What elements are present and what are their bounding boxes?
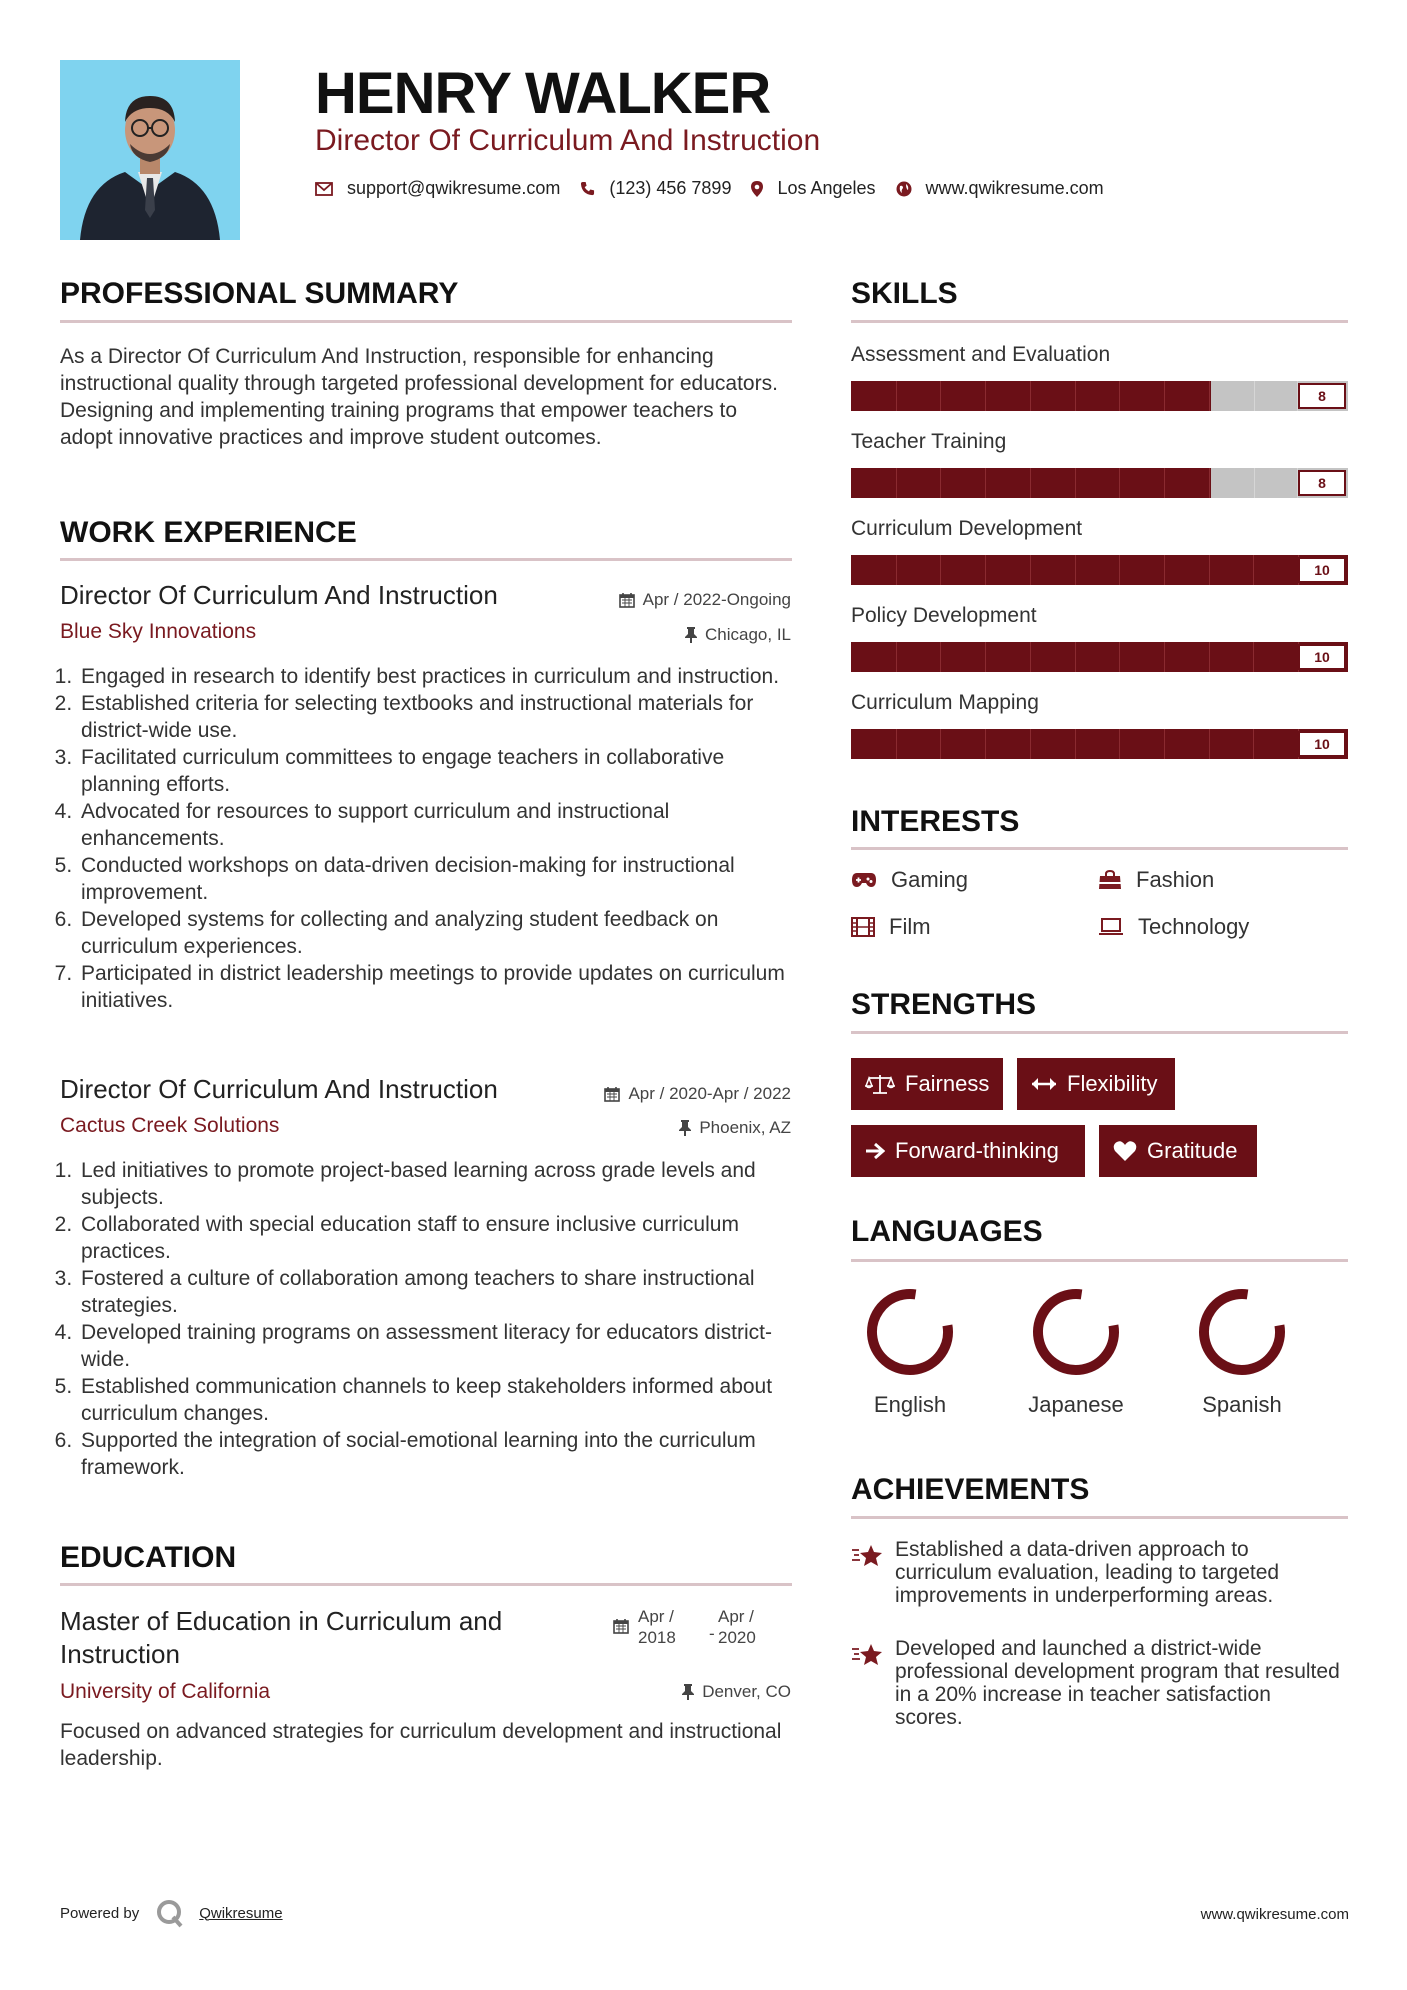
education-end-date <box>718 1606 756 1648</box>
list-item: 3. Facilitated curriculum committees to engage teachers in collaborative planning efforts. <box>78 744 805 798</box>
skill-bar <box>851 468 1348 498</box>
education-start-year: 2018 <box>638 1628 676 1647</box>
website-text: www.qwikresume.com <box>925 178 1104 198</box>
education-start-date <box>638 1606 676 1648</box>
star-award-icon <box>851 1538 895 1607</box>
interest-item-gaming <box>851 867 968 893</box>
skill-bar-segment <box>985 381 986 411</box>
skill-bar-segment <box>985 642 986 672</box>
skill-bar-segment <box>985 729 986 759</box>
skill-bar-segment <box>1164 555 1165 585</box>
pushpin-icon <box>682 1684 694 1700</box>
skill-bar-segment <box>1119 468 1120 498</box>
skill-bar <box>851 555 1348 585</box>
education-end-month: Apr / <box>718 1607 754 1626</box>
skill-name: Curriculum Development <box>851 517 1083 540</box>
skill-bar-fill <box>851 729 1348 759</box>
skill-bar-segment <box>1075 468 1076 498</box>
profile-photo <box>60 60 240 240</box>
film-icon <box>851 917 875 937</box>
skill-bar-segment <box>1209 555 1210 585</box>
job-date <box>604 1084 791 1104</box>
list-item: 1. Led initiatives to promote project-based learning across grade levels and subjects. <box>78 1157 805 1211</box>
list-item: 6. Developed systems for collecting and analyzing student feedback on curriculum experiences. <box>78 906 805 960</box>
skill-bar-fill <box>851 555 1348 585</box>
strength-tag-flexibility <box>1017 1058 1175 1110</box>
skill-bar-segment <box>940 468 941 498</box>
skills-heading: SKILLS <box>851 277 958 310</box>
strength-label: Fairness <box>905 1071 990 1096</box>
skill-bar-fill <box>851 468 1211 498</box>
candidate-title: Director Of Curriculum And Instruction <box>315 124 821 157</box>
pushpin-icon <box>685 627 697 643</box>
contact-location <box>751 178 875 199</box>
skill-level-badge: 8 <box>1298 383 1346 409</box>
calendar-icon <box>604 1086 620 1102</box>
interest-item-film <box>851 914 931 940</box>
list-item: 5. Established communication channels to keep stakeholders informed about curriculum changes. <box>78 1373 805 1427</box>
laptop-icon <box>1098 918 1124 936</box>
job-date-text: Apr / 2020-Apr / 2022 <box>628 1084 791 1103</box>
contact-bar <box>315 178 1124 199</box>
job-location <box>685 625 791 645</box>
skill-bar-segment <box>1030 381 1031 411</box>
interests-heading: INTERESTS <box>851 805 1020 838</box>
education-start-month: Apr / <box>638 1607 674 1626</box>
strength-label: Forward-thinking <box>895 1138 1059 1163</box>
experience-divider <box>60 558 792 561</box>
person-portrait-icon <box>60 60 240 240</box>
skill-bar-segment <box>1075 381 1076 411</box>
skill-bar-segment <box>940 555 941 585</box>
language-ring-arc <box>1198 1288 1286 1376</box>
arrow-right-icon <box>865 1142 885 1160</box>
achievements-divider <box>851 1516 1348 1519</box>
skill-bar-segment <box>896 642 897 672</box>
language-item <box>1001 1286 1151 1418</box>
job-bullets <box>60 663 805 1014</box>
skill-bar-segment <box>896 729 897 759</box>
interest-label: Film <box>889 914 931 939</box>
languages-divider <box>851 1259 1348 1262</box>
contact-website[interactable] <box>896 178 1104 199</box>
achievements-heading: ACHIEVEMENTS <box>851 1473 1090 1506</box>
skill-name: Policy Development <box>851 604 1037 627</box>
skill-bar-segment <box>1253 555 1254 585</box>
list-item: 4. Advocated for resources to support curriculum and instructional enhancements. <box>78 798 805 852</box>
language-name: Japanese <box>1028 1392 1124 1417</box>
language-ring-arc <box>1032 1288 1120 1376</box>
summary-divider <box>60 320 792 323</box>
skill-bar-segment <box>985 468 986 498</box>
skill-bar-fill <box>851 642 1348 672</box>
skill-bar-segment <box>1253 642 1254 672</box>
skill-bar-segment <box>1209 381 1210 411</box>
interest-label: Technology <box>1138 914 1250 939</box>
skill-bar-segment <box>985 555 986 585</box>
skill-bar <box>851 381 1348 411</box>
language-ring <box>1030 1286 1122 1378</box>
qwikresume-logo-icon <box>155 1898 185 1928</box>
interest-label: Gaming <box>891 867 969 892</box>
job-title: Director Of Curriculum And Instruction <box>60 580 498 610</box>
location-text: Los Angeles <box>777 178 876 198</box>
language-item <box>835 1286 985 1418</box>
skill-name: Assessment and Evaluation <box>851 343 1111 366</box>
language-item <box>1167 1286 1317 1418</box>
language-ring <box>864 1286 956 1378</box>
strengths-heading: STRENGTHS <box>851 988 1037 1021</box>
skill-level-badge: 10 <box>1298 557 1346 583</box>
strength-label: Flexibility <box>1067 1071 1158 1096</box>
education-heading: EDUCATION <box>60 1541 237 1574</box>
job-title: Director Of Curriculum And Instruction <box>60 1074 498 1104</box>
skill-bar-segment <box>1209 642 1210 672</box>
skill-bar-segment <box>1075 642 1076 672</box>
email-text: support@qwikresume.com <box>347 178 561 198</box>
school-name: University of California <box>60 1680 271 1703</box>
list-item: 4. Developed training programs on assessment literacy for educators district-wide. <box>78 1319 805 1373</box>
strength-tag-gratitude <box>1099 1125 1257 1177</box>
achievement-text: Developed and launched a district-wide professional development program that resulted in a 20% increase in teacher satisfaction scores. <box>895 1637 1340 1729</box>
skill-bar-segment <box>1030 642 1031 672</box>
star-award-icon <box>851 1637 895 1729</box>
footer-powered-by <box>60 1898 283 1928</box>
skills-divider <box>851 320 1348 323</box>
skill-bar-fill <box>851 381 1211 411</box>
skill-bar-segment <box>1209 468 1210 498</box>
strength-label: Gratitude <box>1147 1138 1238 1163</box>
interest-item-technology <box>1098 914 1249 940</box>
education-description: Focused on advanced strategies for curriculum development and instructional leadership. <box>60 1720 782 1770</box>
powered-by-text: Powered by <box>60 1904 140 1922</box>
arrows-horizontal-icon <box>1031 1077 1057 1091</box>
job-location <box>679 1118 791 1138</box>
list-item: 2. Established criteria for selecting textbooks and instructional materials for district-wide use. <box>78 690 805 744</box>
job-company: Blue Sky Innovations <box>60 620 257 643</box>
language-ring <box>1196 1286 1288 1378</box>
skill-level-badge: 10 <box>1298 644 1346 670</box>
map-pin-icon <box>751 181 763 197</box>
skill-bar-segment <box>1030 729 1031 759</box>
skill-bar-segment <box>940 729 941 759</box>
education-divider <box>60 1583 792 1586</box>
strength-tag-fairness <box>851 1058 1003 1110</box>
skill-bar-segment <box>1254 381 1255 411</box>
skill-level-badge: 10 <box>1298 731 1346 757</box>
skill-bar-segment <box>896 555 897 585</box>
language-name: English <box>873 1392 947 1417</box>
job-location-text: Chicago, IL <box>705 625 791 644</box>
skill-bar-segment <box>1119 555 1120 585</box>
achievement-text: Established a data-driven approach to curriculum evaluation, leading to targeted improvements in underperforming areas. <box>895 1538 1280 1607</box>
interest-label: Fashion <box>1136 867 1215 892</box>
skill-bar-segment <box>896 381 897 411</box>
gamepad-icon <box>851 872 877 888</box>
skill-bar-segment <box>940 381 941 411</box>
skill-level-badge: 8 <box>1298 470 1346 496</box>
list-item: 5. Conducted workshops on data-driven decision-making for instructional improvement. <box>78 852 805 906</box>
list-item: 6. Supported the integration of social-emotional learning into the curriculum framework. <box>78 1427 805 1481</box>
skill-bar-segment <box>1030 555 1031 585</box>
skill-bar <box>851 729 1348 759</box>
skill-name: Teacher Training <box>851 430 1007 453</box>
job-date <box>619 590 791 610</box>
calendar-icon <box>613 1618 629 1639</box>
skill-bar-segment <box>1253 729 1254 759</box>
achievement-item <box>851 1637 1341 1729</box>
education-location-text: Denver, CO <box>702 1682 791 1701</box>
job-date-text: Apr / 2022-Ongoing <box>642 590 791 609</box>
skill-bar <box>851 642 1348 672</box>
strength-tag-forward-thinking <box>851 1125 1085 1177</box>
skill-bar-segment <box>1164 642 1165 672</box>
skill-bar-segment <box>1119 729 1120 759</box>
balance-scale-icon <box>865 1073 895 1095</box>
degree-title: Master of Education in Curriculum and Instruction <box>60 1606 503 1669</box>
skill-bar-segment <box>1119 381 1120 411</box>
interests-divider <box>851 847 1348 850</box>
candidate-name: HENRY WALKER <box>315 61 771 126</box>
interest-item-fashion <box>1098 867 1214 893</box>
heart-icon <box>1113 1140 1137 1162</box>
achievement-item <box>851 1538 1341 1607</box>
brand-link[interactable]: Qwikresume <box>199 1904 283 1922</box>
skill-bar-segment <box>1119 642 1120 672</box>
summary-text: As a Director Of Curriculum And Instruction, responsible for enhancing instructional quality through targeted professional development for educators. Designing and implementing training programs that empower teachers to adopt innovative practices and improve student outcomes. <box>60 345 778 449</box>
skill-bar-segment <box>1164 381 1165 411</box>
education-end-year: 2020 <box>718 1628 756 1647</box>
contact-phone[interactable] <box>580 178 731 199</box>
skill-bar-segment <box>1209 729 1210 759</box>
skill-bar-segment <box>1030 468 1031 498</box>
list-item: 3. Fostered a culture of collaboration among teachers to share instructional strategies. <box>78 1265 805 1319</box>
skill-bar-segment <box>1075 555 1076 585</box>
envelope-icon <box>315 182 333 196</box>
list-item: 2. Collaborated with special education staff to ensure inclusive curriculum practices. <box>78 1211 805 1265</box>
language-name: Spanish <box>1202 1392 1282 1417</box>
job-location-text: Phoenix, AZ <box>699 1118 791 1137</box>
language-ring-arc <box>866 1288 954 1376</box>
date-separator: - <box>709 1624 715 1643</box>
footer-website[interactable]: www.qwikresume.com <box>1200 1906 1349 1923</box>
skill-bar-segment <box>1254 468 1255 498</box>
pushpin-icon <box>679 1120 691 1136</box>
shopping-bag-icon <box>1098 870 1122 890</box>
strengths-divider <box>851 1031 1348 1034</box>
globe-icon <box>896 181 912 197</box>
job-bullets <box>60 1157 805 1481</box>
job-company: Cactus Creek Solutions <box>60 1114 280 1137</box>
languages-heading: LANGUAGES <box>851 1215 1043 1248</box>
experience-heading: WORK EXPERIENCE <box>60 516 357 549</box>
skill-bar-segment <box>1164 729 1165 759</box>
contact-email[interactable] <box>315 178 560 199</box>
list-item: 1. Engaged in research to identify best practices in curriculum and instruction. <box>78 663 805 690</box>
education-location <box>682 1682 791 1702</box>
summary-heading: PROFESSIONAL SUMMARY <box>60 277 459 310</box>
phone-text: (123) 456 7899 <box>609 178 732 198</box>
list-item: 7. Participated in district leadership meetings to provide updates on curriculum initiatives. <box>78 960 805 1014</box>
skill-name: Curriculum Mapping <box>851 691 1039 714</box>
calendar-icon <box>619 592 635 608</box>
phone-icon <box>580 181 595 196</box>
skill-bar-segment <box>940 642 941 672</box>
skill-bar-segment <box>896 468 897 498</box>
skill-bar-segment <box>1075 729 1076 759</box>
skill-bar-segment <box>1164 468 1165 498</box>
